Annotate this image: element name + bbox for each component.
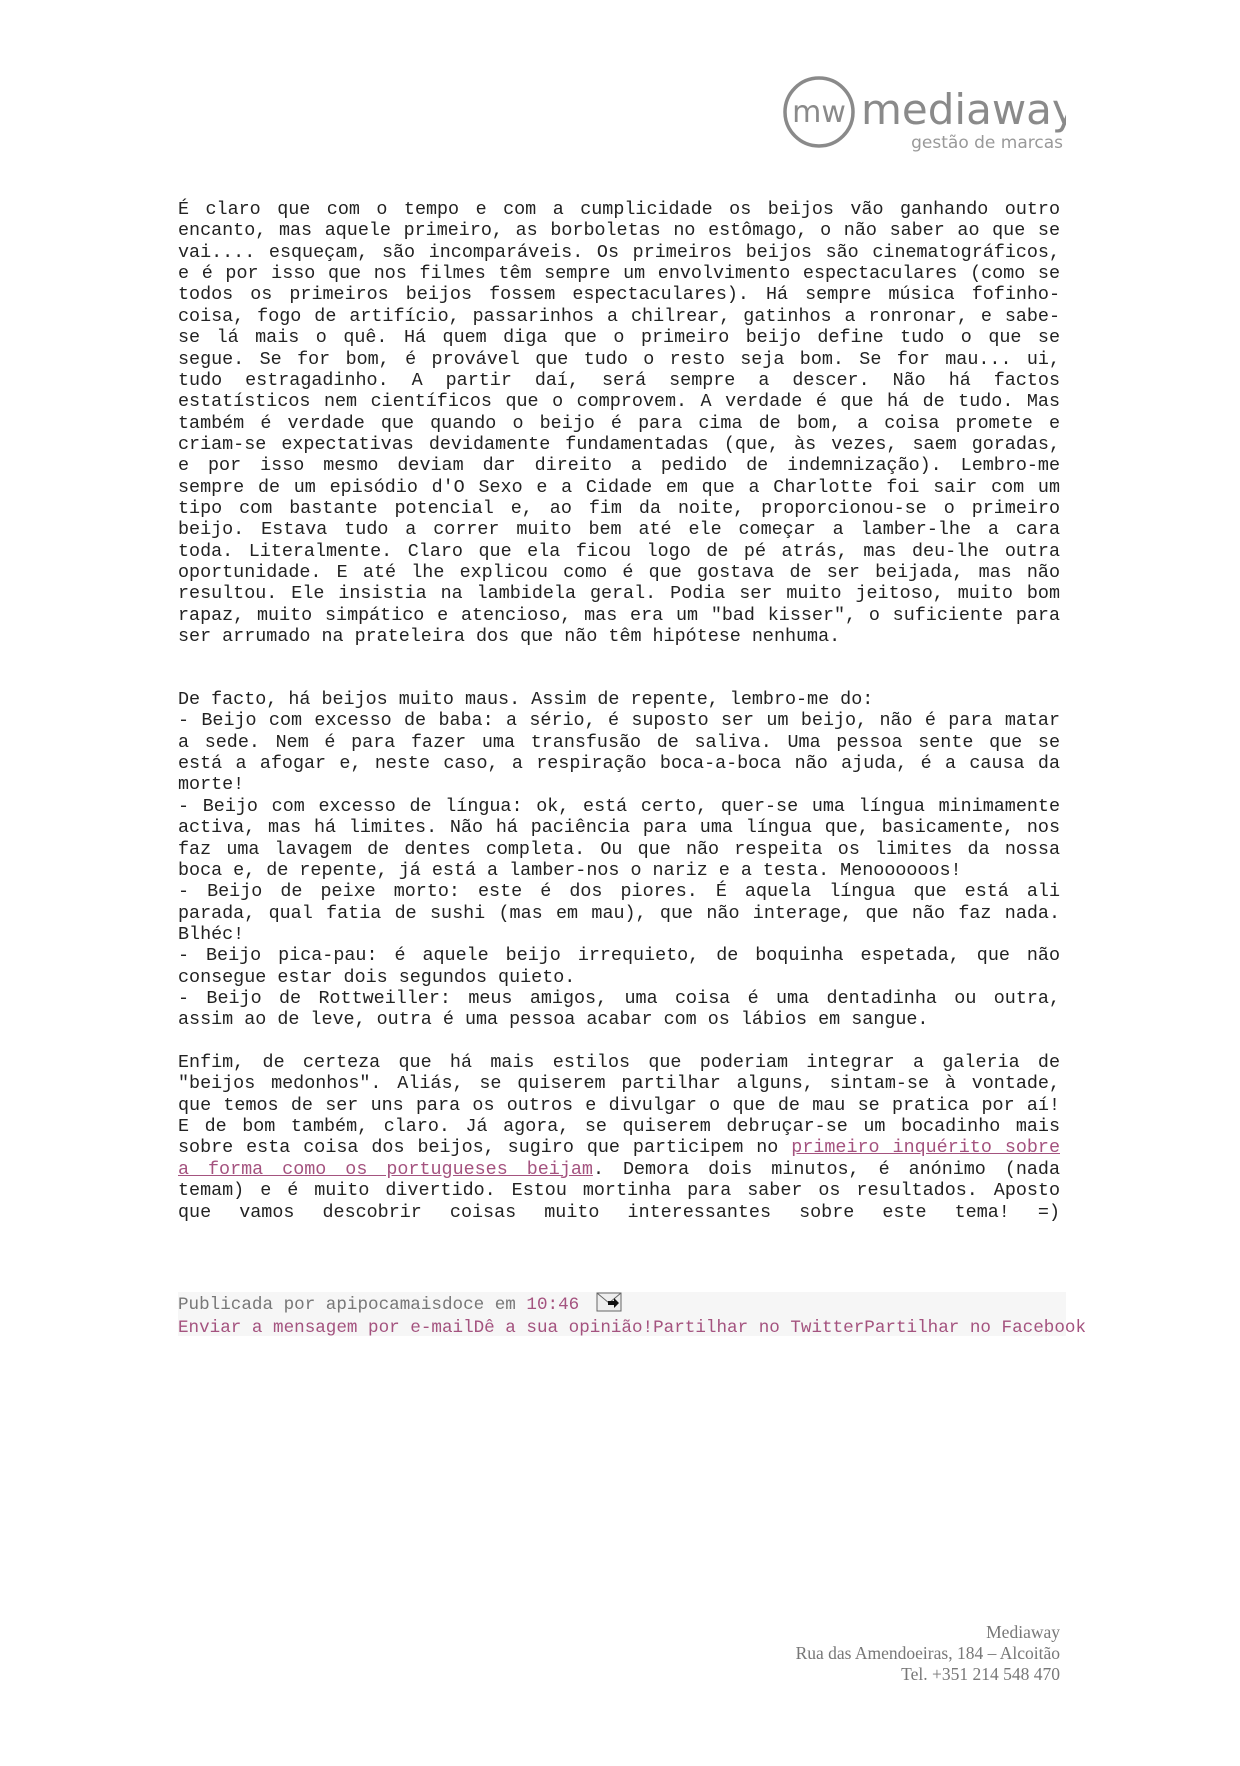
- post-footer: [178, 1292, 1087, 1338]
- survey-link[interactable]: primeiro inquérito sobre: [791, 1137, 1060, 1159]
- company-address: [796, 1622, 1060, 1685]
- text-line: temam) e é muito divertido. Estou mortinha para saber os resultados. Aposto: [178, 1180, 1060, 1202]
- text-line: a sede. Nem é para fazer uma transfusão de saliva. Uma pessoa sente que se: [178, 731, 1060, 753]
- text-line: De facto, há beijos muito maus. Assim de repente, lembro-me do:: [178, 689, 874, 710]
- text-line: coisa, fogo de artifício, passarinhos a chilrear, gatinhos a ronronar, e sabe-: [178, 305, 1060, 327]
- line-text: . Demora dois minutos, é anónimo (nada: [592, 1158, 1060, 1180]
- text-line: - Beijo de Rottweiller: meus amigos, uma coisa é uma dentadinha ou outra,: [178, 988, 1060, 1010]
- comment-link[interactable]: Dê a sua opinião!: [473, 1318, 654, 1338]
- text-line: [178, 1159, 1060, 1180]
- phone-number: Tel. +351 214 548 470: [901, 1664, 1060, 1684]
- text-line: estatísticos nem científicos que o comprovem. A verdade é que há de tudo. Mas: [178, 391, 1060, 413]
- article-paragraph: [178, 199, 1060, 648]
- text-line: - Beijo com excesso de língua: ok, está certo, quer-se uma língua minimamente: [178, 795, 1060, 817]
- text-line: todos os primeiros beijos fossem espectaculares). Há sempre música fofinho-: [178, 284, 1060, 306]
- post-time-link[interactable]: 10:46: [526, 1295, 580, 1315]
- text-line: - Beijo pica-pau: é aquele beijo irrequieto, de boquinha espetada, que não: [178, 945, 1060, 967]
- text-line: toda. Literalmente. Claro que ela ficou logo de pé atrás, mas deu-lhe outra: [178, 540, 1060, 562]
- text-line: parada, qual fatia de sushi (mas em mau), que não interage, que não faz nada.: [178, 902, 1060, 924]
- text-line: está a afogar e, neste caso, a respiração boca-a-boca não ajuda, é a causa da: [178, 753, 1060, 775]
- text-line: Blhéc!: [178, 923, 245, 945]
- article-paragraph: [178, 689, 1060, 1031]
- text-line: também é verdade que quando o beijo é para cima de bom, a coisa promete e: [178, 412, 1060, 434]
- text-line: tudo estragadinho. A partir daí, será sempre a descer. Não há factos: [178, 369, 1060, 391]
- text-line: criam-se expectativas devidamente fundamentadas (que, às vezes, saem goradas,: [178, 433, 1060, 455]
- text-line: sempre de um episódio d'O Sexo e a Cidade em que a Charlotte foi sair com um: [178, 476, 1060, 498]
- email-post-icon[interactable]: [596, 1292, 622, 1318]
- text-line: e é por isso que nos filmes têm sempre um envolvimento espectaculares (como se: [178, 263, 1060, 285]
- text-line: activa, mas há limites. Não há paciência para uma língua que, basicamente, nos: [178, 817, 1060, 839]
- share-facebook-link[interactable]: Partilhar no Facebook: [864, 1318, 1087, 1338]
- text-line: ser arrumado na prateleira dos que não têm hipótese nenhuma.: [178, 626, 841, 648]
- share-twitter-link[interactable]: Partilhar no Twitter: [653, 1318, 865, 1338]
- text-line: resultou. Ele insistia na lambidela geral. Podia ser muito jeitoso, muito bom: [178, 583, 1060, 605]
- article-paragraph: [178, 1052, 1060, 1223]
- svg-text:gestão de marcas: gestão de marcas: [911, 133, 1063, 153]
- line-text: sobre esta coisa dos beijos, sugiro que participem no: [178, 1137, 779, 1159]
- text-line: E de bom também, claro. Já agora, se quiserem debruçar-se um bocadinho mais: [178, 1116, 1060, 1138]
- company-name: Mediaway: [986, 1622, 1060, 1642]
- text-line: consegue estar dois segundos quieto.: [178, 966, 576, 988]
- text-line: se lá mais o quê. Há quem diga que o primeiro beijo define tudo o que se: [178, 327, 1060, 349]
- text-line: assim ao de leve, outra é uma pessoa acabar com os lábios em sangue.: [178, 1009, 929, 1031]
- text-line: e por isso mesmo deviam dar direito a pedido de indemnização). Lembro-me: [178, 455, 1060, 477]
- email-post-link[interactable]: Enviar a mensagem por e-mail: [178, 1318, 474, 1338]
- text-line: beijo. Estava tudo a correr muito bem até ele começar a lamber-lhe a cara: [178, 519, 1060, 541]
- text-line: [178, 1137, 1060, 1158]
- text-line: vai.... esqueçam, são incomparáveis. Os primeiros beijos são cinematográficos,: [178, 241, 1060, 263]
- text-line: que temos de ser uns para os outros e divulgar o que de mau se pratica por aí!: [178, 1094, 1060, 1116]
- text-line: boca e, de repente, já está a lamber-nos o nariz e a testa. Menoooooos!: [178, 859, 962, 881]
- text-line: segue. Se for bom, é provável que tudo o resto seja bom. Se for mau... ui,: [178, 348, 1060, 370]
- svg-text:mediaway: mediaway: [861, 85, 1066, 134]
- published-by-text: Publicada por apipocamaisdoce em: [178, 1295, 516, 1315]
- text-line: - Beijo de peixe morto: este é dos piores. É aquela língua que está ali: [178, 881, 1060, 903]
- text-line: que vamos descobrir coisas muito interessantes sobre este tema! =): [178, 1201, 1060, 1223]
- text-line: "beijos medonhos". Aliás, se quiserem partilhar alguns, sintam-se à vontade,: [178, 1073, 1060, 1095]
- svg-text:mw: mw: [792, 95, 846, 130]
- text-line: encanto, mas aquele primeiro, as borboletas no estômago, o não saber ao que se: [178, 220, 1060, 242]
- survey-link[interactable]: a forma como os portugueses beijam: [178, 1158, 593, 1180]
- text-line: faz uma lavagem de dentes completa. Ou que não respeita os limites da nossa: [178, 838, 1060, 860]
- text-line: rapaz, muito simpático e atencioso, mas era um "bad kisser", o suficiente para: [178, 604, 1060, 626]
- mediaway-logo: [781, 74, 1066, 154]
- street-address: Rua das Amendoeiras, 184 – Alcoitão: [795, 1643, 1060, 1663]
- text-line: É claro que com o tempo e com a cumplicidade os beijos vão ganhando outro: [178, 199, 1060, 220]
- text-line: - Beijo com excesso de baba: a sério, é suposto ser um beijo, não é para matar: [178, 710, 1060, 732]
- text-line: morte!: [178, 774, 245, 796]
- text-line: tipo com bastante potencial e, ao fim da noite, proporcionou-se o primeiro: [178, 498, 1060, 520]
- text-line: oportunidade. E até lhe explicou como é que gostava de ser beijada, mas não: [178, 562, 1060, 584]
- text-line: Enfim, de certeza que há mais estilos que poderiam integrar a galeria de: [178, 1052, 1060, 1073]
